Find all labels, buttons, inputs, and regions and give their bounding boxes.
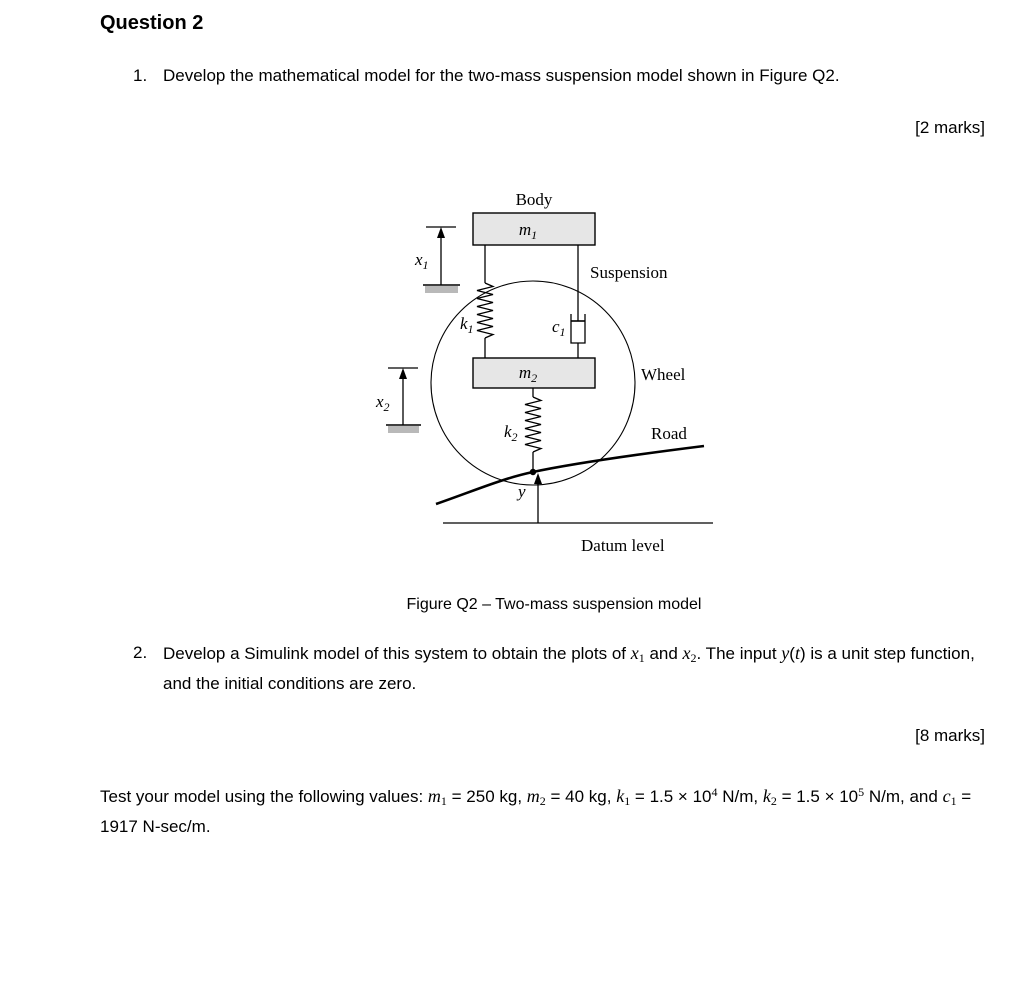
m1-label: $m_1$ [518,220,538,242]
x1-label: $x_1$ [415,250,429,272]
tire-spring-k2 [525,388,541,472]
figure-q2 [368,181,740,614]
y-label: y [518,482,526,501]
body-label: Body [515,190,553,209]
road-contact-dot [530,469,536,475]
datum-label: Datum level [581,536,665,555]
list-item-2 [133,640,985,697]
k2-label: $k_2$ [504,422,518,444]
figure-q2-diagram [368,181,740,571]
list-item-1 [133,63,985,89]
marks-item1: [2 marks] [915,118,985,137]
suspension-spring-k1 [477,245,493,358]
x2-label: $x_2$ [376,392,390,414]
c1-label: $c_1$ [552,317,566,339]
item2-text: Develop a Simulink model of this system to obtain the plots of $x_1$ and $x_2$. The input y(t) is a unit step function, and the initial conditions are zero. [163,643,975,693]
suspension-label: Suspension [590,263,668,282]
m2-label: $m_2$ [518,363,538,385]
road-label: Road [651,424,687,443]
damper-c1 [571,245,585,358]
figure-caption: Figure Q2 – Two-mass suspension model [406,596,702,613]
x1-arrow [423,227,460,293]
x2-arrow [386,368,421,433]
question-title: Question 2 [100,12,204,34]
wheel-label: Wheel [641,365,686,384]
test-values-paragraph: Test your model using the following values: $m_1 = 250$ kg, $m_2 = 40$ kg, $k_1 = 1.5 \times 10^4$ N/m, $k_2 = 1.5 \times 10^5$ N/m, and $c_1 = 1917$ N-sec/m. [100,785,972,836]
road-curve [436,446,704,504]
y-arrow [534,473,542,523]
list-number-1: 1. [133,66,148,85]
k1-label: $k_1$ [460,314,474,336]
item1-text: Develop the mathematical model for the two-mass suspension model shown in Figure Q2. [163,66,840,85]
marks-item2: [8 marks] [915,726,985,745]
ground-mark-x2 [388,426,419,433]
list-number-2: 2. [133,643,148,662]
ground-mark-x1 [425,286,458,293]
